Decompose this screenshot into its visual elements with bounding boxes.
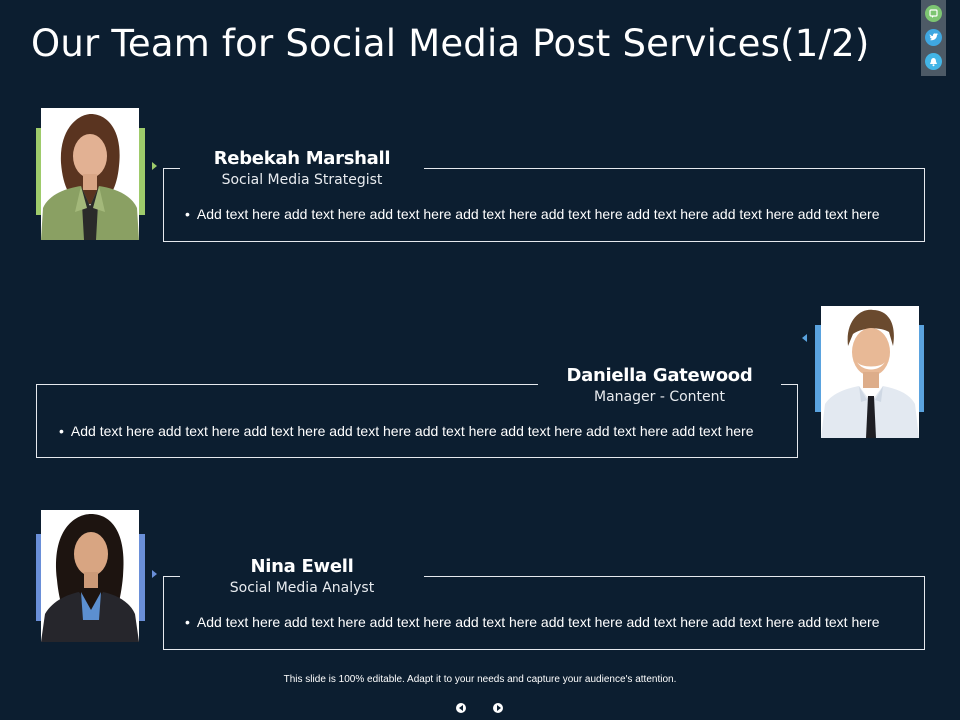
slide-footer-note: This slide is 100% editable. Adapt it to your needs and capture your audience's attention. — [283, 674, 677, 685]
notification-icon[interactable] — [925, 53, 942, 70]
member-description — [185, 613, 879, 631]
member-name: Rebekah Marshall — [213, 148, 391, 169]
member-role: Social Media Strategist — [221, 172, 383, 188]
team-member-header — [538, 365, 781, 407]
team-member-header — [180, 556, 424, 598]
team-member-photo — [41, 510, 139, 642]
bullet-glyph: • — [185, 614, 190, 630]
member-name: Nina Ewell — [250, 556, 354, 577]
bullet-glyph: • — [185, 206, 190, 222]
chat-icon[interactable] — [925, 5, 942, 22]
pointer-arrow-icon — [152, 570, 157, 578]
team-member-photo — [821, 306, 919, 438]
member-description-text: Add text here add text here add text here add text here add text here add text here add text here add text here — [196, 206, 880, 222]
member-name: Daniella Gatewood — [566, 365, 753, 386]
previous-slide-button[interactable] — [456, 703, 466, 713]
pointer-arrow-icon — [802, 334, 807, 342]
next-slide-button[interactable] — [493, 703, 503, 713]
member-role: Manager - Content — [594, 389, 725, 405]
team-member-header — [180, 148, 424, 190]
bullet-glyph: • — [59, 423, 64, 439]
member-description — [185, 205, 879, 223]
slide-title: Our Team for Social Media Post Services(1/2) — [31, 22, 870, 65]
member-role: Social Media Analyst — [229, 580, 375, 596]
member-description-text: Add text here add text here add text here add text here add text here add text here add text here add text here — [70, 423, 754, 439]
chevron-left-icon — [459, 705, 463, 711]
social-toolbar — [921, 0, 946, 76]
member-description-text: Add text here add text here add text here add text here add text here add text here add text here add text here — [196, 614, 880, 630]
twitter-icon[interactable] — [925, 29, 942, 46]
member-description — [59, 422, 753, 440]
team-member-photo — [41, 108, 139, 240]
chevron-right-icon — [497, 705, 501, 711]
pointer-arrow-icon — [152, 162, 157, 170]
